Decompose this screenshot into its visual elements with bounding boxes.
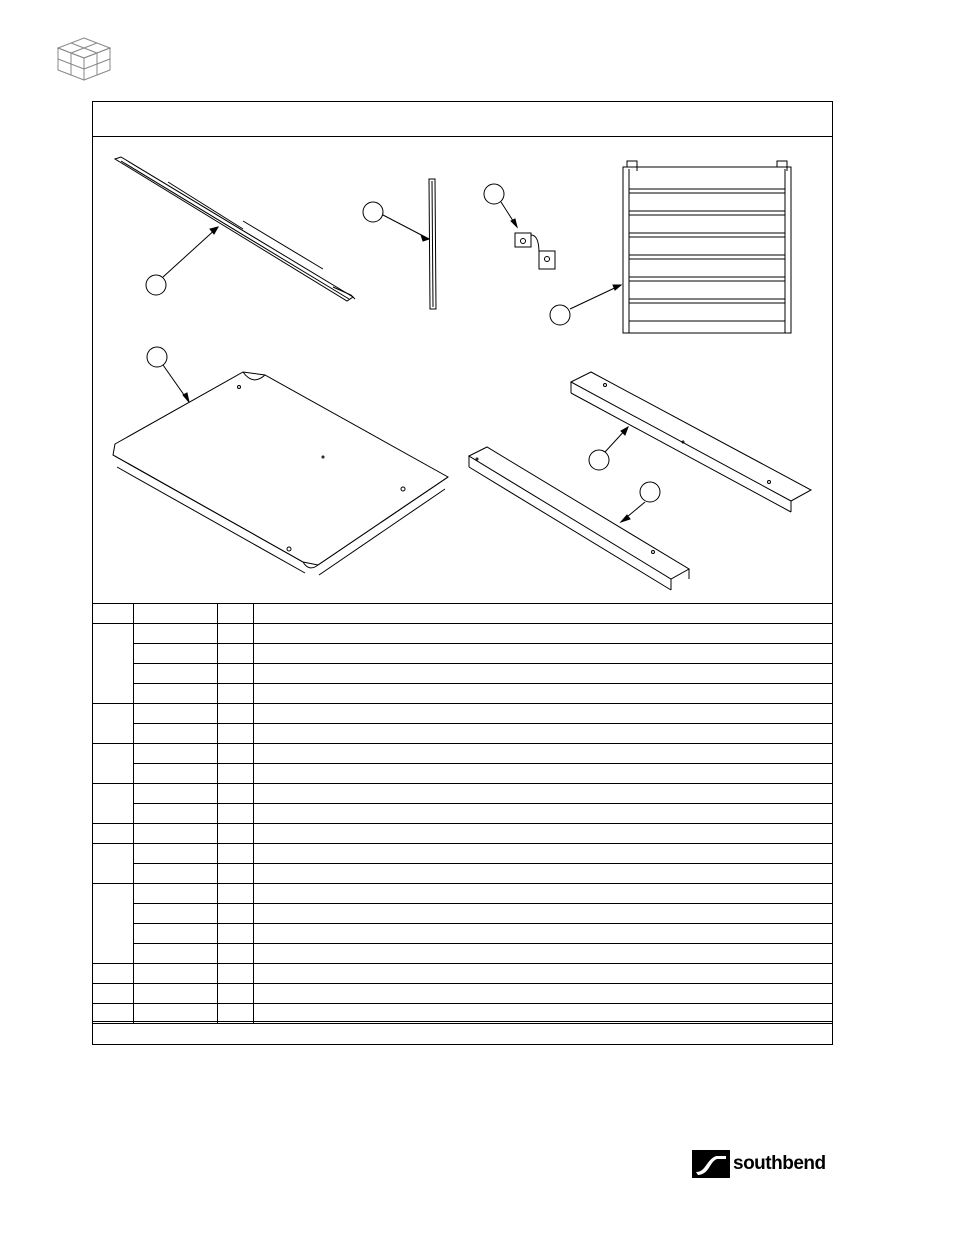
rear-channel-part [571,372,811,512]
southbend-logo [692,1150,832,1180]
table-row [93,744,832,764]
front-channel-part [469,447,689,590]
hinge-bracket-part [515,233,555,269]
table-row [93,884,832,904]
shelf-panel-part [113,372,448,575]
table-row [93,664,832,684]
callout-4 [550,305,570,325]
table-row [93,964,832,984]
parts-sheet [92,101,833,1045]
callout-5 [147,347,167,367]
table-row [93,704,832,724]
callout-7 [589,450,609,470]
table-row [93,824,832,844]
side-rail-part [115,157,355,301]
callout-1 [146,275,166,295]
brand-name: southbend [733,1153,826,1174]
table-row [93,984,832,1004]
sheet-footer-note [93,1021,832,1044]
rack-grid-part [623,161,791,333]
callout-3 [484,184,504,204]
sheet-title-bar [93,102,832,137]
table-row [93,844,832,864]
table-row [93,624,832,644]
table-row [93,724,832,744]
table-row [93,904,832,924]
table-row [93,924,832,944]
southbend-logo-mark [692,1150,730,1178]
table-row [93,764,832,784]
table-row [93,644,832,664]
callout-6 [640,482,660,502]
table-row [93,864,832,884]
parts-box-icon [54,36,114,82]
table-row [93,944,832,964]
callout-2 [363,202,383,222]
table-header-row [93,604,832,624]
table-row [93,804,832,824]
parts-list-table [93,603,832,1024]
table-row [93,684,832,704]
gasket-strip-part [429,179,436,309]
exploded-parts-drawing [93,137,832,604]
table-row [93,784,832,804]
